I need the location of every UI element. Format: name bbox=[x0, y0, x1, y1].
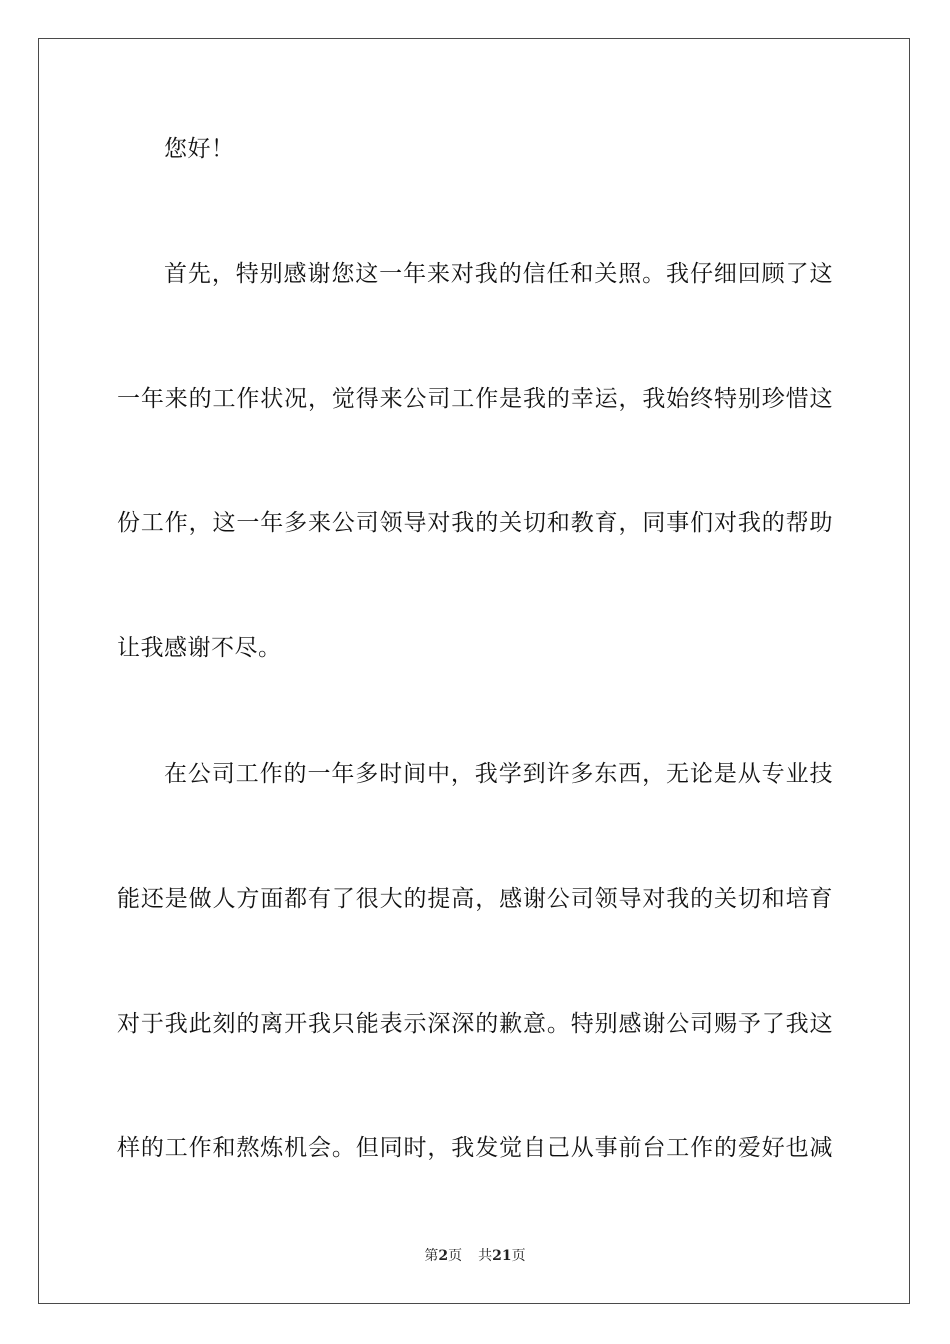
page-prefix: 第 bbox=[424, 1248, 439, 1264]
paragraph-1-line-2: 一年来的工作状况，觉得来公司工作是我的幸运，我始终特别珍惜这 bbox=[117, 386, 833, 412]
greeting-line: 您好！ bbox=[164, 136, 235, 162]
paragraph-2-line-3: 对于我此刻的离开我只能表示深深的歉意。特别感谢公司赐予了我这 bbox=[117, 1011, 833, 1037]
page-number: 2 bbox=[438, 1248, 449, 1264]
page-suffix: 页 bbox=[448, 1248, 463, 1264]
page-footer bbox=[0, 1246, 950, 1266]
total-prefix: 共 bbox=[478, 1248, 493, 1264]
page-border bbox=[38, 38, 910, 1304]
total-suffix: 页 bbox=[511, 1248, 526, 1264]
paragraph-1-line-1: 首先，特别感谢您这一年来对我的信任和关照。我仔细回顾了这 bbox=[164, 261, 833, 287]
paragraph-1-line-3: 份工作，这一年多来公司领导对我的关切和教育，同事们对我的帮助 bbox=[117, 510, 833, 536]
paragraph-2-line-2: 能还是做人方面都有了很大的提高，感谢公司领导对我的关切和培育 bbox=[117, 886, 833, 912]
total-pages: 21 bbox=[492, 1248, 512, 1264]
paragraph-2-line-4: 样的工作和熬炼机会。但同时，我发觉自己从事前台工作的爱好也减 bbox=[117, 1135, 833, 1161]
paragraph-1-line-4: 让我感谢不尽。 bbox=[117, 635, 282, 661]
paragraph-2-line-1: 在公司工作的一年多时间中，我学到许多东西，无论是从专业技 bbox=[164, 761, 833, 787]
